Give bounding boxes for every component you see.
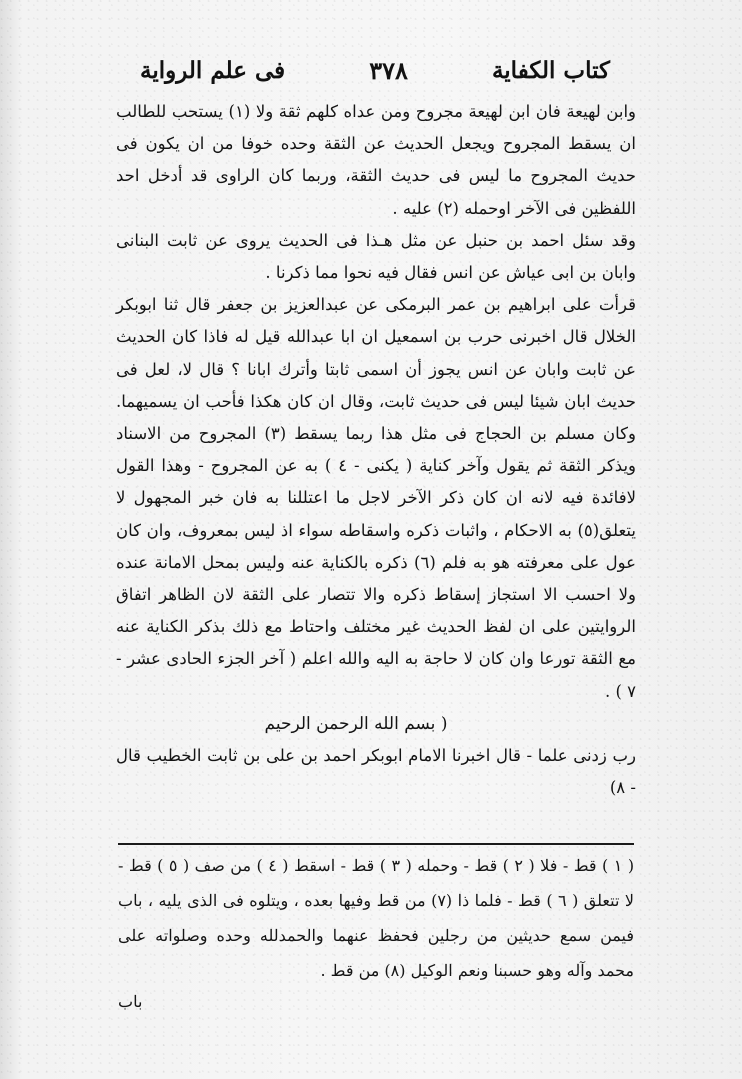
paragraph-3: قرأت على ابراهيم بن عمر البرمكى عن عبدالعزيز بن جعفر قال ثنا ابوبكر الخلال قال اخبرنى حرب بن اسمعيل ان ابا عبدالله قيل له فاذا كان الحديث عن ثابت وابان عن انس يجوز أن اسمى ثابتا وأترك ابانا ؟ قال لا، لعل فى حديث ابان شيئا ليس فى حديث ثابت، وقال ان كان هكذا فأحب ان يسميهما. وكان مسلم بن الحجاج فى مثل هذا ربما يسقط (٣) المجروح من الاسناد ويذكر الثقة ثم يقول وآخر كناية ( يكنى - ٤ ) به عن المجروح - وهذا القول لافائدة فيه لانه ان كان ذكر الآخر لاجل ما اعتللنا به فان خبر المجهول لا يتعلق(٥) به الاحكام ، واثبات ذكره واسقاطه سواء اذ ليس بمعروف، وان كان عول على معرفته هو به فلم (٦) ذكره بالكناية عنه وليس بمحل الامانة عنده ولا احسب الا استجاز إسقاط ذكره والا تتصار على الثقة لان الظاهر اتفاق الروايتين على ان لفظ الحديث غير مختلف واحتاط مع ذلك بذكر الكناية عنه مع الثقة تورعا وان كان لا حاجة به اليه والله اعلم ( آخر الجزء الحادى عشر - ٧ ) .: [116, 295, 637, 701]
footnotes: [118, 848, 634, 988]
paragraph-2: وقد سئل احمد بن حنبل عن مثل هـذا فى الحديث يروى عن ثابت البنانى وابان بن ابى عياش عن انس فقال فيه نحوا مما ذكرنا .: [116, 230, 636, 283]
page-header: [140, 48, 610, 92]
catchword: باب: [118, 992, 143, 1011]
footnote-text: ( ١ ) قط - فلا ( ٢ ) قط - وحمله ( ٣ ) قط - اسقط ( ٤ ) من صف ( ٥ ) قط - لا تتعلق ( ٦ ) قط - فلما ذا (٧) من قط وفيها بعده ، ويتلوه فى الذى يليه ، باب فيمن سمع حديثين من رجلين فحفظ عنهما والحمدلله وحده وصلواته على محمد وآله وهو حسبنا ونعم الوكيل (٨) من قط .: [118, 856, 635, 980]
basmala: ( بسم الله الرحمن الرحيم: [264, 713, 448, 734]
closing-line: رب زدنى علما - قال اخبرنا الامام ابوبكر احمد بن على بن ثابت الخطيب قال - ٨): [116, 746, 636, 798]
paragraph-1: وابن لهيعة فان ابن لهيعة مجروح ومن عداه كلهم ثقة ولا (١) يستحب للطالب ان يسقط المجروح ويجعل الحديث عن الثقة وحده خوفا من ان يكون فى حديث المجروح ما ليس فى حديث الثقة، وربما كان الراوى قد أدخل احد اللفظين فى الآخر اوحمله (٢) عليه .: [116, 102, 636, 218]
footnote-separator: [118, 843, 634, 845]
book-subtitle: فى علم الرواية: [140, 56, 286, 84]
main-text: [116, 96, 636, 804]
page-number: ٣٧٨: [369, 55, 408, 85]
book-title: كتاب الكفاية: [491, 56, 610, 84]
